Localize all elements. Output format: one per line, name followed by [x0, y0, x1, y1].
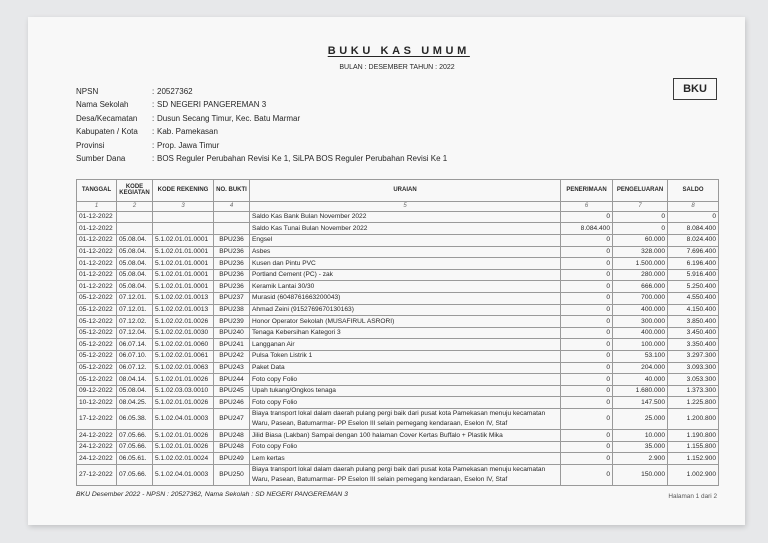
cell-penerimaan: 0 [561, 374, 613, 386]
table-row [77, 408, 719, 429]
column-number: 6 [561, 201, 613, 211]
cell-tanggal: 01-12-2022 [77, 234, 117, 246]
cell-penerimaan: 0 [561, 350, 613, 362]
cell-saldo: 1.190.800 [668, 430, 719, 442]
column-number: 2 [117, 201, 153, 211]
cell-no-bukti: BPU247 [214, 408, 250, 429]
cell-saldo: 0 [668, 211, 719, 223]
cell-kode-rekening: 5.1.02.02.01.0030 [153, 327, 214, 339]
column-header-uraian: URAIAN [250, 180, 561, 202]
table-row [77, 453, 719, 465]
cell-uraian: Portland Cement (PC) - zak [250, 269, 561, 281]
cell-no-bukti: BPU238 [214, 304, 250, 316]
column-number: 1 [77, 201, 117, 211]
cell-kode-rekening: 5.1.02.04.01.0003 [153, 464, 214, 485]
village-district-label: Desa/Kecamatan [76, 113, 138, 123]
cell-tanggal: 05-12-2022 [77, 316, 117, 328]
cell-tanggal: 01-12-2022 [77, 246, 117, 258]
table-row [77, 464, 719, 485]
cell-uraian: Saldo Kas Bank Bulan November 2022 [250, 211, 561, 223]
cell-saldo: 6.196.400 [668, 258, 719, 270]
cell-saldo: 4.150.400 [668, 304, 719, 316]
cell-pengeluaran: 0 [613, 211, 668, 223]
cell-kode-kegiatan: 08.04.25. [117, 397, 153, 409]
column-header-kode-kegiatan: KODE KEGIATAN [117, 180, 153, 202]
cell-pengeluaran: 280.000 [613, 269, 668, 281]
table-row [77, 397, 719, 409]
cell-kode-rekening: 5.1.02.01.01.0001 [153, 258, 214, 270]
cell-no-bukti: BPU243 [214, 362, 250, 374]
cell-uraian: Engsel [250, 234, 561, 246]
column-number: 3 [153, 201, 214, 211]
cell-pengeluaran: 60.000 [613, 234, 668, 246]
cell-kode-rekening: 5.1.02.01.01.0026 [153, 430, 214, 442]
cell-kode-rekening: 5.1.02.01.01.0026 [153, 374, 214, 386]
info-separator: : [152, 113, 155, 123]
cell-no-bukti: BPU236 [214, 258, 250, 270]
cell-kode-kegiatan: 06.07.10. [117, 350, 153, 362]
header-row [77, 180, 719, 202]
cell-kode-kegiatan [117, 211, 153, 223]
table-row [77, 327, 719, 339]
cell-kode-kegiatan: 07.12.01. [117, 292, 153, 304]
cell-kode-kegiatan: 05.08.04. [117, 385, 153, 397]
table-row [77, 269, 719, 281]
cell-tanggal: 05-12-2022 [77, 327, 117, 339]
npsn-label: NPSN [76, 87, 99, 96]
cell-kode-rekening: 5.1.02.02.01.0063 [153, 362, 214, 374]
cell-kode-rekening: 5.1.02.02.01.0024 [153, 453, 214, 465]
cell-saldo: 3.850.400 [668, 316, 719, 328]
cell-tanggal: 01-12-2022 [77, 211, 117, 223]
cell-kode-kegiatan: 07.05.66. [117, 441, 153, 453]
cell-no-bukti: BPU242 [214, 350, 250, 362]
cell-no-bukti: BPU249 [214, 453, 250, 465]
cell-tanggal: 05-12-2022 [77, 304, 117, 316]
cell-kode-rekening [153, 211, 214, 223]
cell-kode-kegiatan: 05.08.04. [117, 258, 153, 270]
column-number: 7 [613, 201, 668, 211]
column-header-tanggal: TANGGAL [77, 180, 117, 202]
school-info [76, 85, 447, 165]
cell-penerimaan: 0 [561, 269, 613, 281]
table-row [77, 385, 719, 397]
column-number: 4 [214, 201, 250, 211]
cell-tanggal: 01-12-2022 [77, 269, 117, 281]
cell-uraian: Honor Operator Sekolah (MUSAFIRUL ASRORI) [250, 316, 561, 328]
cell-kode-kegiatan: 05.08.04. [117, 269, 153, 281]
cell-uraian: Foto copy Folio [250, 441, 561, 453]
column-header-kode-rekening: KODE REKENING [153, 180, 214, 202]
cell-no-bukti: BPU236 [214, 269, 250, 281]
cell-uraian: Biaya transport lokal dalam daerah pulang pergi baik dari pusat kota Pamekasan menuju kecamatan Waru, Pasean, Batumarmar- PP Eselon III selain pemegang kendaraan, Eselon IV, Staf [250, 464, 561, 485]
cell-kode-kegiatan: 07.12.01. [117, 304, 153, 316]
cell-kode-rekening: 5.1.02.04.01.0003 [153, 408, 214, 429]
cell-no-bukti: BPU244 [214, 374, 250, 386]
cell-uraian: Pulsa Token Listrik 1 [250, 350, 561, 362]
cell-tanggal: 09-12-2022 [77, 385, 117, 397]
cell-kode-kegiatan: 05.08.04. [117, 246, 153, 258]
table-row [77, 223, 719, 235]
cell-tanggal: 05-12-2022 [77, 339, 117, 351]
cell-saldo: 3.450.400 [668, 327, 719, 339]
cell-tanggal: 17-12-2022 [77, 408, 117, 429]
cell-pengeluaran: 1.500.000 [613, 258, 668, 270]
cell-no-bukti [214, 211, 250, 223]
cell-penerimaan: 0 [561, 327, 613, 339]
cell-kode-rekening: 5.1.02.01.01.0001 [153, 269, 214, 281]
cell-tanggal: 05-12-2022 [77, 292, 117, 304]
column-number: 8 [668, 201, 719, 211]
province-label: Provinsi [76, 140, 105, 150]
cell-kode-kegiatan: 07.05.66. [117, 464, 153, 485]
table-row [77, 246, 719, 258]
cell-tanggal: 05-12-2022 [77, 350, 117, 362]
cell-saldo: 1.225.800 [668, 397, 719, 409]
cell-pengeluaran: 10.000 [613, 430, 668, 442]
cell-kode-kegiatan: 07.12.04. [117, 327, 153, 339]
cell-kode-rekening: 5.1.02.03.03.0010 [153, 385, 214, 397]
cell-no-bukti: BPU236 [214, 281, 250, 293]
school-name-label: Nama Sekolah [76, 100, 129, 110]
column-header-penerimaan: PENERIMAAN [561, 180, 613, 202]
cell-pengeluaran: 25.000 [613, 408, 668, 429]
cell-pengeluaran: 35.000 [613, 441, 668, 453]
cell-uraian: Kusen dan Pintu PVC [250, 258, 561, 270]
cell-tanggal: 01-12-2022 [77, 281, 117, 293]
cell-penerimaan: 0 [561, 281, 613, 293]
table-row [77, 430, 719, 442]
table-row [77, 374, 719, 386]
cell-penerimaan: 0 [561, 464, 613, 485]
cell-pengeluaran: 700.000 [613, 292, 668, 304]
cell-penerimaan: 0 [561, 441, 613, 453]
table-row [77, 339, 719, 351]
table-row [77, 316, 719, 328]
cell-tanggal: 10-12-2022 [77, 397, 117, 409]
cell-kode-kegiatan: 05.08.04. [117, 234, 153, 246]
cell-kode-rekening: 5.1.02.02.01.0013 [153, 304, 214, 316]
cell-no-bukti: BPU246 [214, 397, 250, 409]
cell-saldo: 3.093.300 [668, 362, 719, 374]
cell-penerimaan: 0 [561, 362, 613, 374]
cell-uraian: Paket Data [250, 362, 561, 374]
cell-pengeluaran: 2.900 [613, 453, 668, 465]
cell-kode-kegiatan: 06.07.12. [117, 362, 153, 374]
cell-kode-rekening [153, 223, 214, 235]
cell-saldo: 4.550.400 [668, 292, 719, 304]
cell-uraian: Tenaga Kebersihan Kategori 3 [250, 327, 561, 339]
cell-tanggal: 24-12-2022 [77, 430, 117, 442]
cell-tanggal: 01-12-2022 [77, 223, 117, 235]
cell-no-bukti: BPU241 [214, 339, 250, 351]
cell-pengeluaran: 40.000 [613, 374, 668, 386]
cell-saldo: 1.373.300 [668, 385, 719, 397]
cell-kode-rekening: 5.1.02.02.01.0026 [153, 316, 214, 328]
cell-no-bukti: BPU236 [214, 246, 250, 258]
cell-penerimaan: 0 [561, 258, 613, 270]
column-number: 5 [250, 201, 561, 211]
npsn-value: 20527362 [157, 87, 193, 96]
cell-kode-rekening: 5.1.02.02.01.0061 [153, 350, 214, 362]
cell-tanggal: 01-12-2022 [77, 258, 117, 270]
cell-no-bukti: BPU248 [214, 441, 250, 453]
cell-penerimaan: 0 [561, 234, 613, 246]
cell-uraian: Asbes [250, 246, 561, 258]
table-body [77, 211, 719, 485]
cell-kode-kegiatan: 06.07.14. [117, 339, 153, 351]
cell-penerimaan: 0 [561, 304, 613, 316]
column-number-row [77, 201, 719, 211]
school-name-value: SD NEGERI PANGEREMAN 3 [157, 100, 267, 110]
cell-uraian: Murasid (6048761663200043) [250, 292, 561, 304]
cell-kode-rekening: 5.1.02.02.01.0060 [153, 339, 214, 351]
cell-saldo: 1.155.800 [668, 441, 719, 453]
info-separator: : [152, 153, 155, 163]
cell-uraian: Foto copy Folio [250, 374, 561, 386]
cell-saldo: 1.002.900 [668, 464, 719, 485]
footer-identity: BKU Desember 2022 - NPSN : 20527362, Nama Sekolah : SD NEGERI PANGEREMAN 3 [76, 491, 348, 498]
cell-pengeluaran: 204.000 [613, 362, 668, 374]
cell-pengeluaran: 400.000 [613, 327, 668, 339]
cell-tanggal: 24-12-2022 [77, 441, 117, 453]
table-row [77, 234, 719, 246]
cell-penerimaan: 0 [561, 339, 613, 351]
cell-kode-kegiatan: 06.05.38. [117, 408, 153, 429]
cell-penerimaan: 0 [561, 385, 613, 397]
cell-uraian: Jilid Biasa (Lakban) Sampai dengan 100 halaman Cover Kertas Buffalo + Plastik Mika [250, 430, 561, 442]
document-period: BULAN : DESEMBER TAHUN : 2022 [339, 64, 455, 71]
cell-uraian: Lem kertas [250, 453, 561, 465]
cell-no-bukti: BPU248 [214, 430, 250, 442]
cell-saldo: 3.350.400 [668, 339, 719, 351]
cell-penerimaan: 0 [561, 316, 613, 328]
cell-tanggal: 24-12-2022 [77, 453, 117, 465]
cell-kode-rekening: 5.1.02.02.01.0013 [153, 292, 214, 304]
info-separator: : [152, 140, 155, 150]
cell-kode-rekening: 5.1.02.01.01.0001 [153, 234, 214, 246]
info-row-province [76, 139, 447, 152]
cell-saldo: 8.024.400 [668, 234, 719, 246]
table-row [77, 292, 719, 304]
cell-pengeluaran: 100.000 [613, 339, 668, 351]
village-district-value: Dusun Secang Timur, Kec. Batu Marmar [157, 113, 301, 123]
cell-pengeluaran: 300.000 [613, 316, 668, 328]
cell-saldo: 3.053.300 [668, 374, 719, 386]
document-header [76, 45, 718, 72]
table-row [77, 211, 719, 223]
regency-city-label: Kabupaten / Kota [76, 127, 138, 137]
cell-uraian: Upah tukang/Ongkos tenaga [250, 385, 561, 397]
cell-penerimaan: 8.084.400 [561, 223, 613, 235]
cell-pengeluaran: 666.000 [613, 281, 668, 293]
cell-saldo: 8.084.400 [668, 223, 719, 235]
cell-tanggal: 05-12-2022 [77, 374, 117, 386]
cell-kode-kegiatan: 07.05.66. [117, 430, 153, 442]
cell-saldo: 1.152.900 [668, 453, 719, 465]
cash-book-table [76, 179, 719, 486]
regency-city-value: Kab. Pamekasan [157, 127, 218, 137]
cell-tanggal: 05-12-2022 [77, 362, 117, 374]
cell-kode-kegiatan [117, 223, 153, 235]
column-header-pengeluaran: PENGELUARAN [613, 180, 668, 202]
cell-pengeluaran: 328.000 [613, 246, 668, 258]
cell-saldo: 1.200.800 [668, 408, 719, 429]
column-header-saldo: SALDO [668, 180, 719, 202]
info-row-npsn [76, 85, 447, 98]
table-row [77, 350, 719, 362]
cell-penerimaan: 0 [561, 453, 613, 465]
table-row [77, 304, 719, 316]
table-row [77, 258, 719, 270]
info-separator: : [152, 100, 155, 110]
cell-penerimaan: 0 [561, 211, 613, 223]
page-indicator: Halaman 1 dari 2 [668, 493, 717, 500]
info-row-village-district [76, 112, 447, 125]
cell-pengeluaran: 1.680.000 [613, 385, 668, 397]
cell-uraian: Ahmad Zeini (9152769670130163) [250, 304, 561, 316]
cell-saldo: 5.916.400 [668, 269, 719, 281]
info-row-fund-source [76, 152, 447, 165]
cell-kode-rekening: 5.1.02.01.01.0026 [153, 397, 214, 409]
info-row-school-name [76, 98, 447, 111]
cell-no-bukti: BPU250 [214, 464, 250, 485]
cell-kode-rekening: 5.1.02.01.01.0001 [153, 246, 214, 258]
cell-kode-kegiatan: 05.08.04. [117, 281, 153, 293]
cell-tanggal: 27-12-2022 [77, 464, 117, 485]
fund-source-label: Sumber Dana [76, 153, 126, 163]
cell-no-bukti: BPU236 [214, 234, 250, 246]
cell-kode-kegiatan: 08.04.14. [117, 374, 153, 386]
cell-pengeluaran: 0 [613, 223, 668, 235]
info-row-regency-city [76, 125, 447, 138]
cell-saldo: 7.696.400 [668, 246, 719, 258]
cell-no-bukti: BPU237 [214, 292, 250, 304]
cell-saldo: 5.250.400 [668, 281, 719, 293]
cell-uraian: Keramik Lantai 30/30 [250, 281, 561, 293]
province-value: Prop. Jawa Timur [157, 140, 220, 150]
table-row [77, 441, 719, 453]
cell-pengeluaran: 150.000 [613, 464, 668, 485]
column-header-no-bukti: NO. BUKTI [214, 180, 250, 202]
table-row [77, 362, 719, 374]
cell-no-bukti: BPU240 [214, 327, 250, 339]
cell-kode-kegiatan: 06.05.61. [117, 453, 153, 465]
table-row [77, 281, 719, 293]
cell-pengeluaran: 53.100 [613, 350, 668, 362]
fund-source-value: BOS Reguler Perubahan Revisi Ke 1, SiLPA BOS Reguler Perubahan Revisi Ke 1 [157, 153, 448, 163]
cell-uraian: Biaya transport lokal dalam daerah pulang pergi baik dari pusat kota Pamekasan menuju kecamatan Waru, Pasean, Batumarmar- PP Eselon III selain pemegang kendaraan, Eselon IV, Staf [250, 408, 561, 429]
cell-no-bukti: BPU245 [214, 385, 250, 397]
cell-kode-kegiatan: 07.12.02. [117, 316, 153, 328]
info-separator: : [152, 87, 155, 96]
cell-penerimaan: 0 [561, 246, 613, 258]
bku-badge: BKU [673, 78, 717, 100]
info-separator: : [152, 127, 155, 137]
cell-uraian: Saldo Kas Tunai Bulan November 2022 [250, 223, 561, 235]
cell-penerimaan: 0 [561, 397, 613, 409]
cell-kode-rekening: 5.1.02.01.01.0001 [153, 281, 214, 293]
cell-pengeluaran: 147.500 [613, 397, 668, 409]
cell-no-bukti: BPU239 [214, 316, 250, 328]
cell-uraian: Langganan Air [250, 339, 561, 351]
cell-penerimaan: 0 [561, 292, 613, 304]
cell-saldo: 3.297.300 [668, 350, 719, 362]
cell-no-bukti [214, 223, 250, 235]
cell-penerimaan: 0 [561, 408, 613, 429]
cell-pengeluaran: 400.000 [613, 304, 668, 316]
cell-kode-rekening: 5.1.02.01.01.0026 [153, 441, 214, 453]
document-title: BUKU KAS UMUM [327, 45, 470, 57]
cell-penerimaan: 0 [561, 430, 613, 442]
cell-uraian: Foto copy Folio [250, 397, 561, 409]
